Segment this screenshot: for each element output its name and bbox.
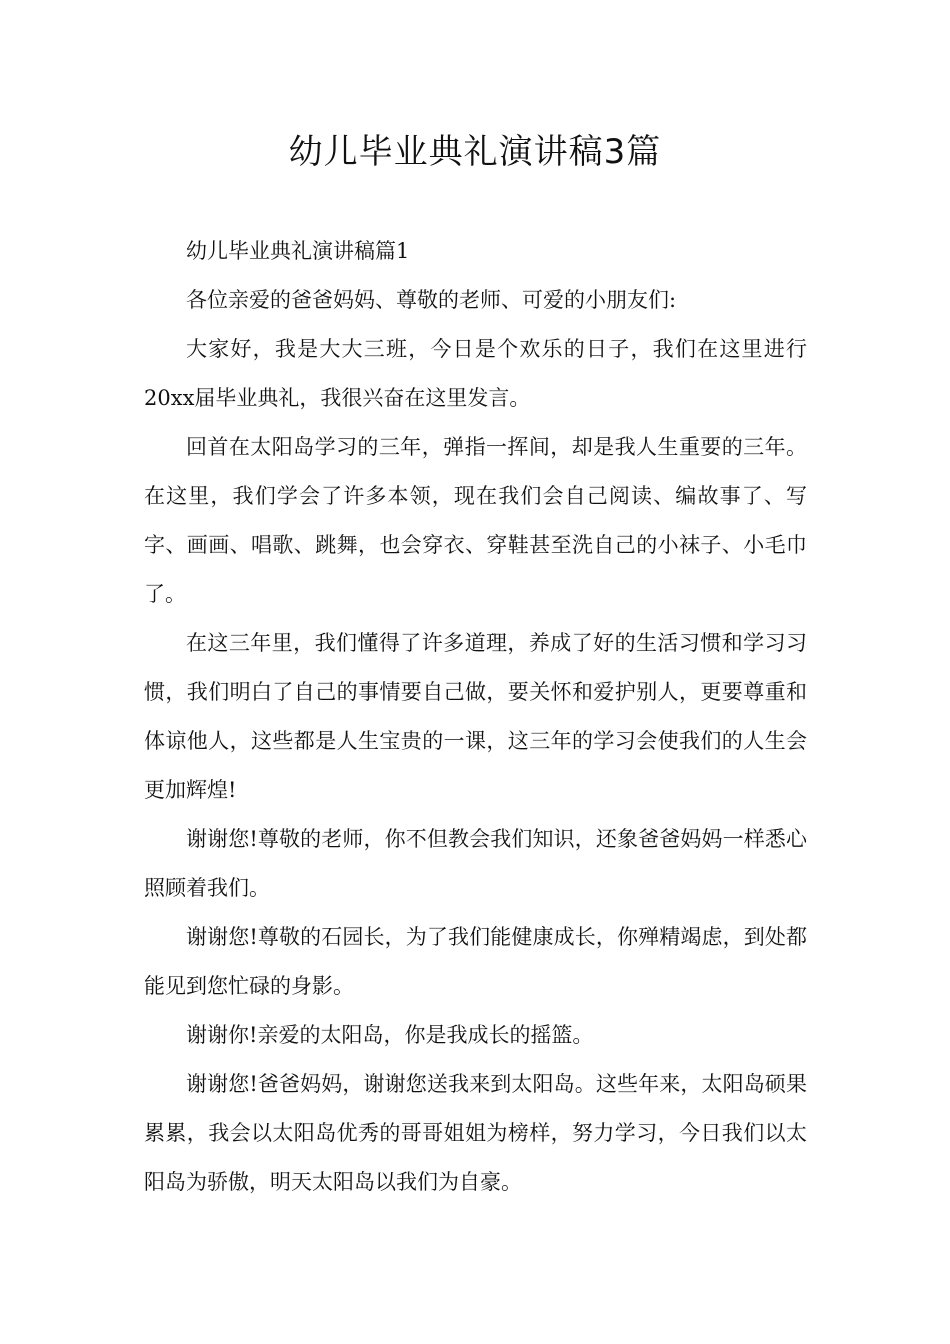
body-paragraph: 谢谢你!亲爱的太阳岛，你是我成长的摇篮。 [186, 1023, 594, 1047]
body-paragraph: 回首在太阳岛学习的三年，弹指一挥间，却是我人生重要的三年。在这里，我们学会了许多本领，现在我们会自己阅读、编故事了、写字、画画、唱歌、跳舞，也会穿衣、穿鞋甚至洗自己的小袜子、小毛巾了。 [144, 435, 807, 606]
body-paragraph: 谢谢您!尊敬的石园长，为了我们能健康成长，你殚精竭虑，到处都能见到您忙碌的身影。 [144, 925, 807, 998]
salutation-paragraph: 各位亲爱的爸爸妈妈、尊敬的老师、可爱的小朋友们: [186, 288, 677, 312]
section-heading: 幼儿毕业典礼演讲稿篇1 [186, 239, 410, 263]
document-title: 幼儿毕业典礼演讲稿3篇 [288, 132, 662, 172]
body-paragraph: 谢谢您!爸爸妈妈，谢谢您送我来到太阳岛。这些年来，太阳岛硕果累累，我会以太阳岛优秀的哥哥姐姐为榜样，努力学习，今日我们以太阳岛为骄傲，明天太阳岛以我们为自豪。 [144, 1072, 807, 1194]
body-paragraph: 谢谢您!尊敬的老师，你不但教会我们知识，还象爸爸妈妈一样悉心照顾着我们。 [144, 827, 807, 900]
body-paragraph: 在这三年里，我们懂得了许多道理，养成了好的生活习惯和学习习惯，我们明白了自己的事情要自己做，要关怀和爱护别人，更要尊重和体谅他人，这些都是人生宝贵的一课，这三年的学习会使我们的人生会更加辉煌! [144, 631, 807, 802]
body-paragraph: 大家好，我是大大三班，今日是个欢乐的日子，我们在这里进行20xx届毕业典礼，我很兴奋在这里发言。 [144, 337, 807, 410]
document-body [144, 227, 807, 1207]
